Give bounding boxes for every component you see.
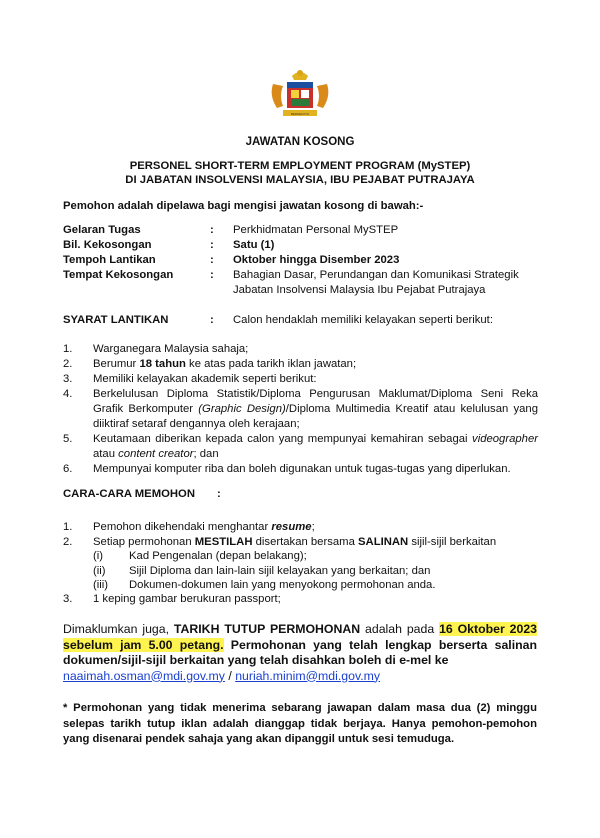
section-label: CARA-CARA MEMOHON bbox=[63, 488, 195, 500]
svg-text:BERSEKUTU: BERSEKUTU bbox=[290, 112, 310, 116]
detail-row-kekosongan bbox=[63, 239, 543, 254]
item-number: 2. bbox=[63, 358, 73, 370]
email-link-nuriah[interactable]: nuriah.minim@mdi.gov.my bbox=[235, 668, 381, 683]
list-item bbox=[63, 462, 538, 477]
item-number: 1. bbox=[63, 521, 73, 533]
intro-text: Pemohon adalah dipelawa bagi mengisi jawatan kosong di bawah:- bbox=[63, 200, 424, 212]
cara-heading bbox=[63, 488, 221, 500]
item-text: Kad Pengenalan (depan belakang); bbox=[129, 550, 307, 562]
list-item bbox=[63, 520, 538, 535]
email-link-naaimah[interactable]: naaimah.osman@mdi.gov.my bbox=[63, 668, 225, 683]
detail-label: Gelaran Tugas bbox=[63, 224, 141, 236]
item-number: 2. bbox=[63, 536, 73, 548]
item-text: Warganegara Malaysia sahaja; bbox=[93, 343, 249, 355]
list-item bbox=[63, 357, 538, 372]
deadline-highlight: 16 Oktober 2023 sebelum jam 5.00 petang. bbox=[63, 622, 537, 652]
item-text: Berumur 18 tahun ke atas pada tarikh iklan jawatan; bbox=[93, 358, 357, 370]
colon: : bbox=[217, 488, 221, 500]
item-number: (i) bbox=[93, 550, 104, 562]
list-item bbox=[63, 342, 538, 357]
item-text: Berkelulusan Diploma Statistik/Diploma Pengurusan Maklumat/Diploma Seni Reka Grafik Berkomputer (Graphic Design)/Diploma Multimedia Kreatif atau kelulusan yang diiktiraf setaraf dengannya oleh kerajaan; bbox=[93, 388, 538, 430]
syarat-heading bbox=[63, 314, 543, 329]
colon: : bbox=[210, 314, 214, 326]
subtitle-line-1: PERSONEL SHORT-TERM EMPLOYMENT PROGRAM (MySTEP) bbox=[129, 160, 471, 172]
item-number: 3. bbox=[63, 593, 73, 605]
item-text: Pemohon dikehendaki menghantar resume; bbox=[93, 521, 315, 533]
item-number: (iii) bbox=[93, 579, 109, 591]
sub-list-item bbox=[93, 578, 435, 593]
detail-value: Perkhidmatan Personal MySTEP bbox=[233, 224, 399, 236]
list-item bbox=[63, 372, 538, 387]
malaysia-coat-of-arms-logo bbox=[265, 66, 335, 122]
colon: : bbox=[210, 224, 214, 236]
list-item bbox=[63, 387, 538, 432]
item-number: 6. bbox=[63, 463, 73, 475]
subtitle-line-2: DI JABATAN INSOLVENSI MALAYSIA, IBU PEJABAT PUTRAJAYA bbox=[125, 174, 475, 186]
sub-list-item bbox=[93, 564, 430, 579]
item-text: Setiap permohonan MESTILAH disertakan bersama SALINAN sijil-sijil berkaitan bbox=[93, 536, 497, 548]
list-item bbox=[63, 432, 538, 462]
detail-value: Bahagian Dasar, Perundangan dan Komunikasi Strategik bbox=[233, 269, 519, 281]
item-number: 4. bbox=[63, 388, 73, 400]
detail-row-gelaran bbox=[63, 224, 543, 239]
item-text: Memiliki kelayakan akademik seperti berikut: bbox=[93, 373, 317, 385]
footnote: * Permohonan yang tidak menerima sebarang jawapan dalam masa dua (2) minggu selepas tarikh tutup iklan adalah dianggap tidak berjaya. Hanya pemohon-pemohon yang disenarai pendek sahaja yang akan dipanggil untuk sesi temuduga. bbox=[63, 702, 537, 745]
detail-label: Tempoh Lantikan bbox=[63, 254, 156, 266]
item-number: 1. bbox=[63, 343, 73, 355]
detail-label: Tempat Kekosongan bbox=[63, 269, 174, 281]
item-text: Sijil Diploma dan lain-lain sijil kelayakan yang berkaitan; dan bbox=[129, 565, 431, 577]
page-title: JAWATAN KOSONG bbox=[245, 136, 355, 148]
section-intro: Calon hendaklah memiliki kelayakan seperti berikut: bbox=[233, 314, 493, 326]
sub-list-item bbox=[93, 549, 307, 564]
detail-label: Bil. Kekosongan bbox=[63, 239, 152, 251]
list-item bbox=[63, 592, 538, 607]
section-label: SYARAT LANTIKAN bbox=[63, 314, 169, 326]
item-number: (ii) bbox=[93, 565, 106, 577]
item-text: Dokumen-dokumen lain yang menyokong permohonan anda. bbox=[129, 579, 436, 591]
detail-value: Oktober hingga Disember 2023 bbox=[233, 254, 400, 266]
item-text: Keutamaan diberikan kepada calon yang mempunyai kemahiran sebagai videographer atau content creator; dan bbox=[93, 433, 538, 460]
closing-paragraph: Dimaklumkan juga, TARIKH TUTUP PERMOHONAN adalah pada 16 Oktober 2023 sebelum jam 5.00 petang. Permohonan yang telah lengkap berserta salinan dokumen/sijil-sijil berkaitan yang telah disahkan boleh di e-mel ke naaimah.osman@mdi.gov.my / nuriah.minim@mdi.gov.my bbox=[63, 622, 537, 683]
colon: : bbox=[210, 239, 214, 251]
detail-value-line-2: Jabatan Insolvensi Malaysia Ibu Pejabat Putrajaya bbox=[233, 284, 486, 296]
item-text: Mempunyai komputer riba dan boleh digunakan untuk tugas-tugas yang diperlukan. bbox=[93, 463, 511, 475]
colon: : bbox=[210, 269, 214, 281]
list-item bbox=[63, 535, 538, 550]
detail-value: Satu (1) bbox=[233, 239, 275, 251]
item-number: 3. bbox=[63, 373, 73, 385]
detail-row-tempoh bbox=[63, 254, 543, 269]
item-text: 1 keping gambar berukuran passport; bbox=[93, 593, 281, 605]
detail-row-tempat bbox=[63, 269, 543, 299]
colon: : bbox=[210, 254, 214, 266]
item-number: 5. bbox=[63, 433, 73, 445]
